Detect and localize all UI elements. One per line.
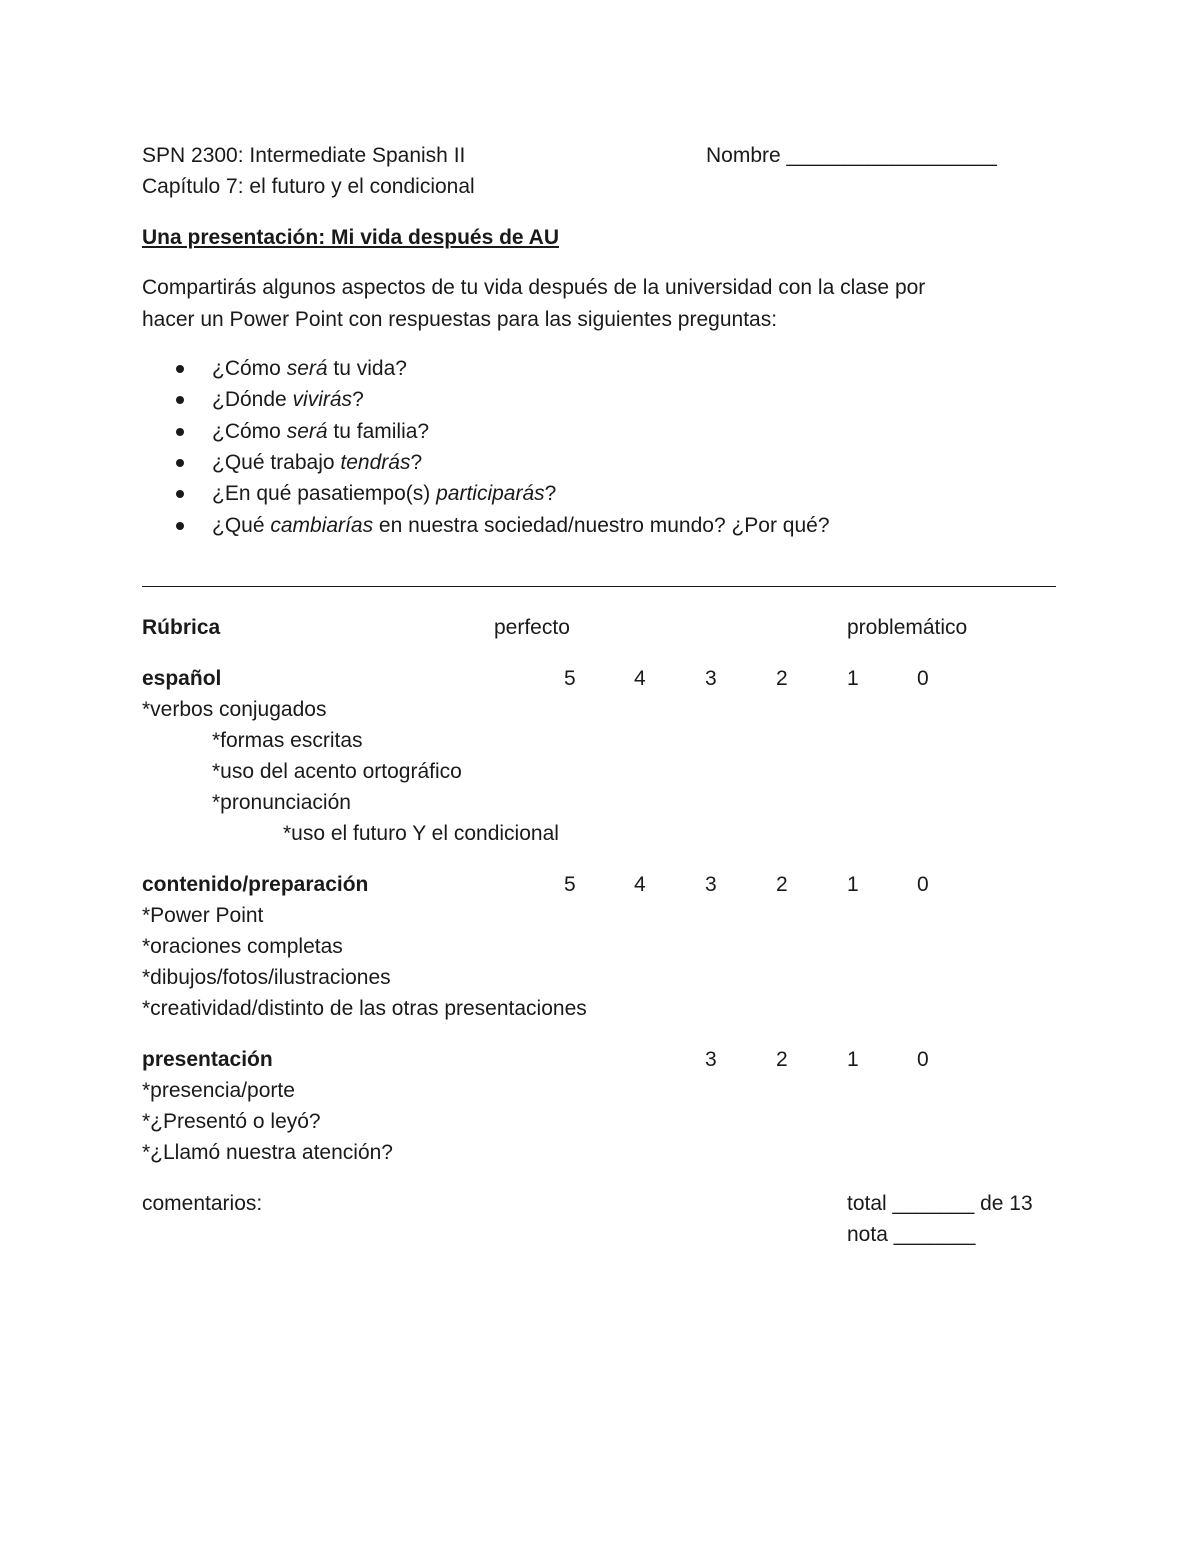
criterion: *uso el futuro Y el condicional [283,822,559,845]
name-field: Nombre __________________ [706,144,997,167]
question-item: ¿Cómo será tu familia? [212,420,430,443]
chapter-title: Capítulo 7: el futuro y el condicional [142,175,475,198]
bullet-icon [176,459,184,467]
score-5: 5 [564,873,576,896]
intro-line-1: Compartirás algunos aspectos de tu vida después de la universidad con la clase por [142,276,926,299]
question-item: ¿Cómo será tu vida? [212,357,407,380]
score-2: 2 [776,1048,788,1071]
section-name-contenido: contenido/preparación [142,873,369,896]
section-divider [142,586,1056,587]
question-item: ¿Dónde vivirás? [212,388,364,411]
score-2: 2 [776,873,788,896]
criterion: *dibujos/fotos/ilustraciones [142,966,391,989]
score-3: 3 [705,873,717,896]
bullet-icon [176,428,184,436]
score-3: 3 [705,1048,717,1071]
scale-high-label: perfecto [494,616,570,639]
score-0: 0 [917,1048,929,1071]
bullet-icon [176,490,184,498]
criterion: *oraciones completas [142,935,343,958]
question-item: ¿Qué trabajo tendrás? [212,451,423,474]
bullet-icon [176,396,184,404]
grade-field: nota _______ [847,1223,976,1246]
score-4: 4 [634,667,646,690]
criterion: *¿Llamó nuestra atención? [142,1141,393,1164]
total-field: total _______ de 13 [847,1192,1033,1215]
course-title: SPN 2300: Intermediate Spanish II [142,144,466,167]
score-2: 2 [776,667,788,690]
rubric-title: Rúbrica [142,616,221,639]
score-0: 0 [917,667,929,690]
criterion: *Power Point [142,904,264,927]
section-name-presentacion: presentación [142,1048,273,1071]
criterion: *pronunciación [212,791,351,814]
question-item: ¿Qué cambiarías en nuestra sociedad/nuestro mundo? ¿Por qué? [212,514,830,537]
score-0: 0 [917,873,929,896]
criterion: *uso del acento ortográfico [212,760,462,783]
criterion: *formas escritas [212,729,363,752]
score-3: 3 [705,667,717,690]
comments-label: comentarios: [142,1192,263,1215]
score-4: 4 [634,873,646,896]
score-1: 1 [847,873,859,896]
score-1: 1 [847,1048,859,1071]
criterion: *creatividad/distinto de las otras presentaciones [142,997,587,1020]
scale-low-label: problemático [847,616,968,639]
section-name-espanol: español [142,667,222,690]
assignment-title: Una presentación: Mi vida después de AU [142,226,559,249]
criterion: *verbos conjugados [142,698,327,721]
criterion: *¿Presentó o leyó? [142,1110,321,1133]
question-item: ¿En qué pasatiempo(s) participarás? [212,482,557,505]
score-1: 1 [847,667,859,690]
bullet-icon [176,365,184,373]
intro-line-2: hacer un Power Point con respuestas para las siguientes preguntas: [142,308,778,331]
criterion: *presencia/porte [142,1079,295,1102]
bullet-icon [176,522,184,530]
score-5: 5 [564,667,576,690]
